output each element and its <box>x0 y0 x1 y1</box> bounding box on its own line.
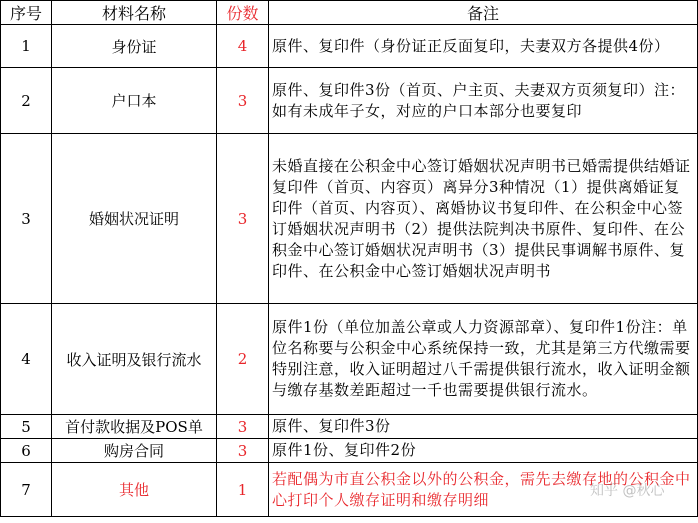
row-name: 婚姻状况证明 <box>52 134 217 304</box>
row-no: 6 <box>1 439 52 463</box>
row-name: 首付款收据及POS单 <box>52 415 217 439</box>
row-no: 5 <box>1 415 52 439</box>
table-row <box>1 134 698 304</box>
row-no: 7 <box>1 463 52 517</box>
table-row <box>1 68 698 134</box>
table-row <box>1 439 698 463</box>
row-no: 1 <box>1 25 52 68</box>
header-row <box>1 1 698 25</box>
header-no: 序号 <box>1 1 52 25</box>
row-remark: 原件、复印件3份（首页、户主页、夫妻双方页须复印）注：如有未成年子女，对应的户口本部分也要复印 <box>269 68 698 134</box>
row-name: 户口本 <box>52 68 217 134</box>
table-row <box>1 25 698 68</box>
watermark: 知乎 @秋心 <box>590 483 665 499</box>
row-remark: 原件1份（单位加盖公章或人力资源部章）、复印件1份注：单位名称要与公积金中心系统保持一致，尤其是第三方代缴需要特别注意，收入证明超过八千需提供银行流水，收入证明金额与缴存基数差距超过一千也需要提供银行流水。 <box>269 304 698 415</box>
row-count: 3 <box>217 439 269 463</box>
row-count: 2 <box>217 304 269 415</box>
row-count: 3 <box>217 134 269 304</box>
row-no: 3 <box>1 134 52 304</box>
row-remark: 未婚直接在公积金中心签订婚姻状况声明书已婚需提供结婚证复印件（首页、内容页）离异分3种情况（1）提供离婚证复印件（首页、内容页）、离婚协议书复印件、在公积金中心签订婚姻状况声明书（2）提供法院判决书原件、复印件、在公积金中心签订婚姻状况声明书（3）提供民事调解书原件、复印件、在公积金中心签订婚姻状况声明书 <box>269 134 698 304</box>
row-remark: 原件1份、复印件2份 <box>269 439 698 463</box>
header-remark: 备注 <box>269 1 698 25</box>
table-row <box>1 304 698 415</box>
header-name: 材料名称 <box>52 1 217 25</box>
row-name: 身份证 <box>52 25 217 68</box>
row-remark: 若配偶为市直公积金以外的公积金，需先去缴存地的公积金中心打印个人缴存证明和缴存明细 <box>269 463 698 517</box>
row-count: 3 <box>217 68 269 134</box>
row-no: 2 <box>1 68 52 134</box>
row-remark: 原件、复印件（身份证正反面复印，夫妻双方各提供4份） <box>269 25 698 68</box>
row-no: 4 <box>1 304 52 415</box>
row-name: 收入证明及银行流水 <box>52 304 217 415</box>
row-name: 其他 <box>52 463 217 517</box>
row-count: 1 <box>217 463 269 517</box>
table-row <box>1 463 698 517</box>
row-count: 4 <box>217 25 269 68</box>
table-row <box>1 415 698 439</box>
row-remark: 原件、复印件3份 <box>269 415 698 439</box>
row-count: 3 <box>217 415 269 439</box>
header-count: 份数 <box>217 1 269 25</box>
row-name: 购房合同 <box>52 439 217 463</box>
